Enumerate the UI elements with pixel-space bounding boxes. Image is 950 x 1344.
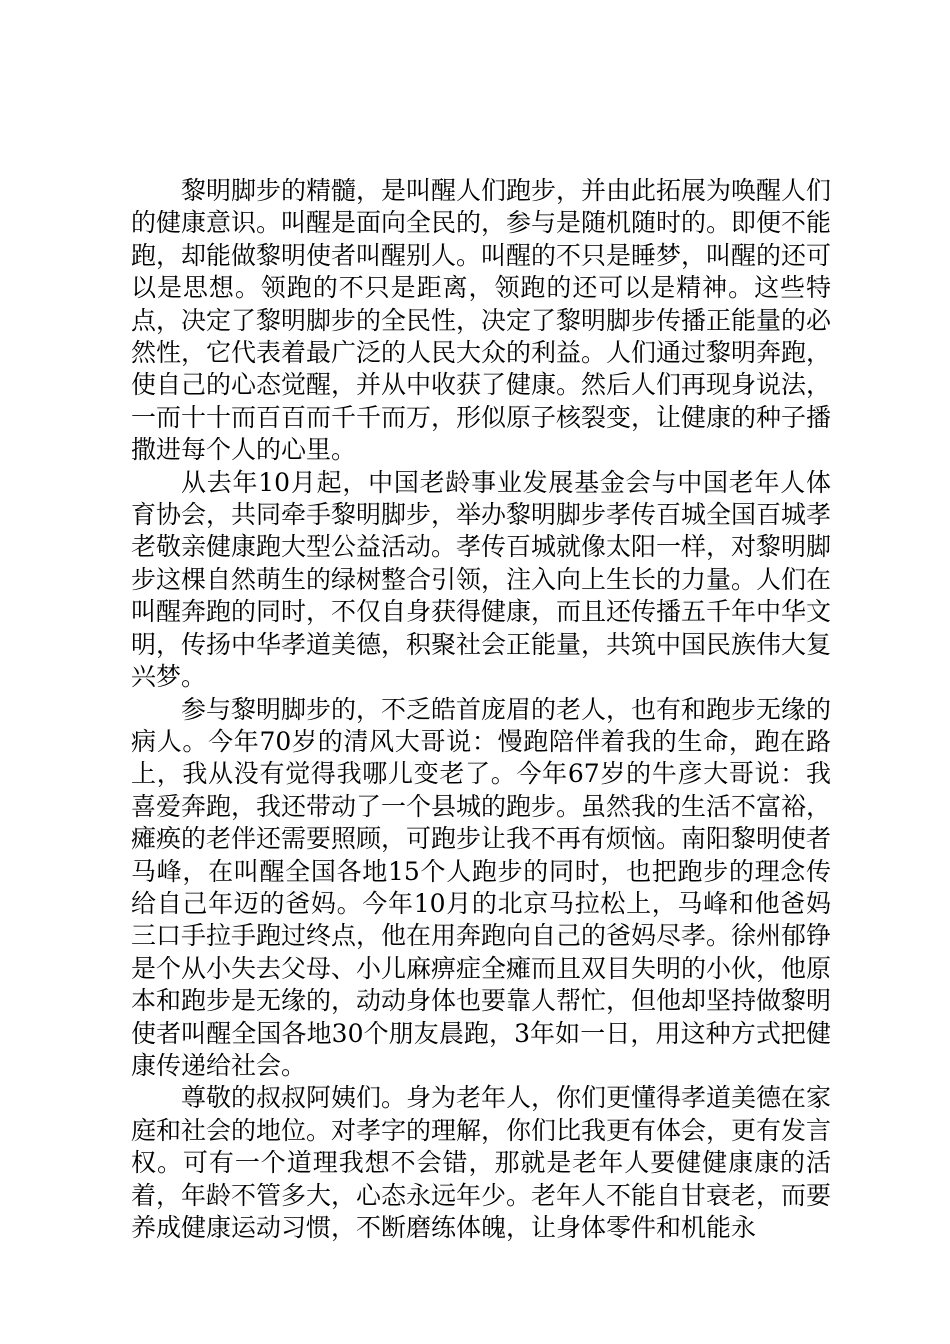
paragraph-3: 参与黎明脚步的，不乏皓首庞眉的老人，也有和跑步无缘的病人。今年70岁的清风大哥说：慢跑陪伴着我的生命，跑在路上，我从没有觉得我哪儿变老了。今年67岁的牛彦大哥说：我喜爱奔跑，我还带动了一个县城的跑步。虽然我的生活不富裕，瘫痪的老伴还需要照顾，可跑步让我不再有烦恼。南阳黎明使者马峰，在叫醒全国各地15个人跑步的同时，也把跑步的理念传给自己年迈的爸妈。今年10月的北京马拉松上，马峰和他爸妈三口手拉手跑过终点，他在用奔跑向自己的爸妈尽孝。徐州郁铮是个从小失去父母、小儿麻痹症全瘫而且双目失明的小伙，他原本和跑步是无缘的，动动身体也要靠人帮忙，但他却坚持做黎明使者叫醒全国各地30个朋友晨跑，3年如一日，用这种方式把健康传递给社会。 — [131, 694, 832, 1080]
paragraph-2: 从去年10月起，中国老龄事业发展基金会与中国老年人体育协会，共同牵手黎明脚步，举办黎明脚步孝传百城全国百城孝老敬亲健康跑大型公益活动。孝传百城就像太阳一样，对黎明脚步这棵自然萌生的绿树整合引领，注入向上生长的力量。人们在叫醒奔跑的同时，不仅自身获得健康，而且还传播五千年中华文明，传扬中华孝道美德，积聚社会正能量，共筑中国民族伟大复兴梦。 — [131, 467, 832, 692]
body-text — [131, 175, 831, 1244]
paragraph-4: 尊敬的叔叔阿姨们。身为老年人，你们更懂得孝道美德在家庭和社会的地位。对孝字的理解，你们比我更有体会，更有发言权。可有一个道理我想不会错，那就是老年人要健健康康的活着，年龄不管多大，心态永远年少。老年人不能自甘衰老，而要养成健康运动习惯，不断磨练体魄，让身体零件和机能永 — [131, 1083, 832, 1242]
paragraph-1: 黎明脚步的精髓，是叫醒人们跑步，并由此拓展为唤醒人们的健康意识。叫醒是面向全民的，参与是随机随时的。即便不能跑，却能做黎明使者叫醒别人。叫醒的不只是睡梦，叫醒的还可以是思想。领跑的不只是距离，领跑的还可以是精神。这些特点，决定了黎明脚步的全民性，决定了黎明脚步传播正能量的必然性，它代表着最广泛的人民大众的利益。人们通过黎明奔跑，使自己的心态觉醒，并从中收获了健康。然后人们再现身说法，一而十十而百百而千千而万，形似原子核裂变，让健康的种子播撒进每个人的心里。 — [131, 176, 832, 465]
